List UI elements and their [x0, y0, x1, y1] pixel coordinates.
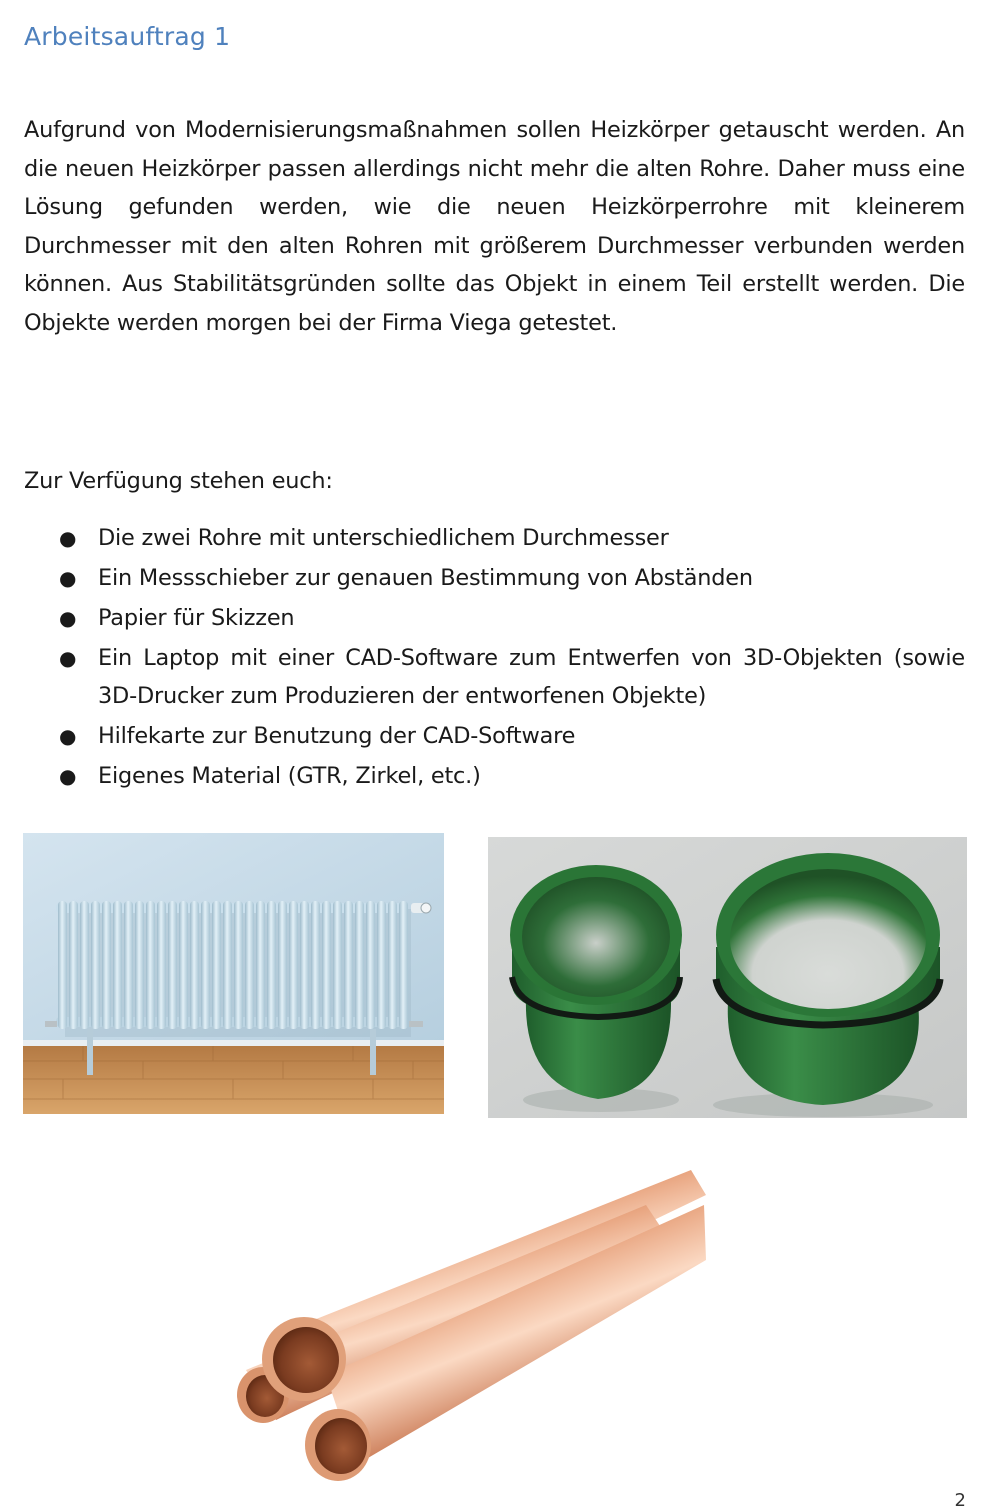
bullet-icon: ● — [59, 764, 77, 788]
bullet-icon: ● — [59, 606, 77, 630]
list-item: ● Die zwei Rohre mit unterschiedlichem Durchmesser — [59, 519, 965, 557]
task-paragraph: Aufgrund von Modernisierungsmaßnahmen sollen Heizkörper getauscht werden. An die neuen Heizkörper passen allerdings nicht mehr die alten Rohre. Daher muss eine Lösung gefunden werden, wie die neuen Heizkörperrohre mit kleinerem Durchmesser mit den alten Rohren mit größerem Durchmesser verbunden werden können. Aus Stabilitätsgründen sollte das Objekt in einem Teil erstellt werden. Die Objekte werden morgen bei der Firma Viega getestet. — [24, 117, 965, 336]
radiator-illustration — [23, 833, 444, 1114]
bullet-icon: ● — [59, 724, 77, 748]
printed-adapter-image — [488, 837, 967, 1118]
page-heading: Arbeitsauftrag 1 — [24, 22, 231, 51]
available-heading: Zur Verfügung stehen euch: — [24, 468, 333, 494]
list-item: ● Ein Laptop mit einer CAD-Software zum Entwerfen von 3D-Objekten (sowie 3D-Drucker zum Produzieren der entworfenen Objekte) — [59, 639, 965, 715]
page-number: 2 — [954, 1490, 966, 1511]
printed-adapter-illustration — [488, 837, 967, 1118]
list-item: ● Hilfekarte zur Benutzung der CAD-Software — [59, 717, 965, 755]
radiator-image — [23, 833, 444, 1114]
list-item: ● Papier für Skizzen — [59, 599, 965, 637]
copper-pipes-image — [236, 1165, 706, 1490]
list-item: ● Eigenes Material (GTR, Zirkel, etc.) — [59, 757, 965, 795]
bullet-icon: ● — [59, 566, 77, 590]
bullet-icon: ● — [59, 646, 77, 670]
list-item: ● Ein Messschieber zur genauen Bestimmung von Abständen — [59, 559, 965, 597]
materials-list — [59, 519, 965, 797]
copper-pipes-illustration — [236, 1165, 706, 1490]
bullet-icon: ● — [59, 526, 77, 550]
